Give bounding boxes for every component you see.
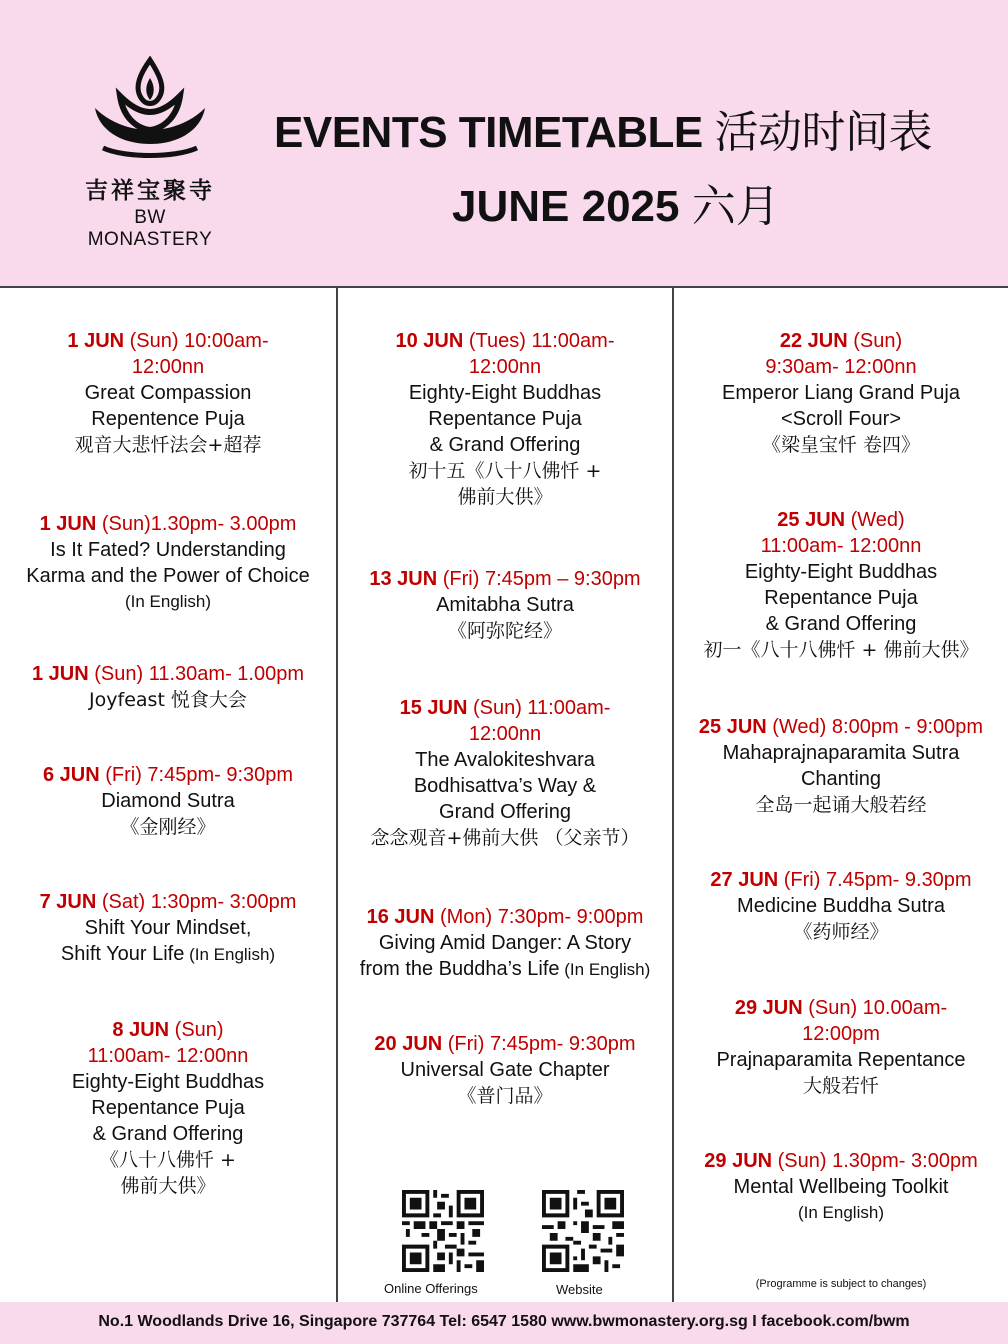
event-title: & Grand Offering [429,434,581,456]
event-title: Repentance Puja [91,1097,245,1119]
event-time: (Fri) 7.45pm- 9.30pm [778,869,972,891]
month-english: JUNE 2025 [452,182,680,231]
event-time: (Mon) 7:30pm- 9:00pm [434,906,644,928]
event-title: Diamond Sutra [101,790,235,812]
event-time: (Sun) [847,330,903,352]
event-title: Repentence Puja [91,408,245,430]
website-qr-icon[interactable] [542,1190,624,1272]
event-date: 1 JUN [67,330,125,352]
online-offerings-qr-icon[interactable] [402,1190,484,1272]
event-title-chinese: 《药师经》 [793,921,889,943]
event-title-chinese: 佛前大供》 [120,1175,216,1197]
event-date: 16 JUN [366,906,435,928]
logo-english-name: BW MONASTERY [87,207,213,250]
event-language: (In English) [798,1203,884,1222]
event-card [674,714,1008,818]
event-date: 10 JUN [395,330,464,352]
event-card [0,1017,336,1199]
logo-chinese-name: 吉祥宝聚寺 [85,177,215,204]
programme-disclaimer: (Programme is subject to changes) [755,1278,927,1290]
event-card [338,695,672,851]
event-title: & Grand Offering [765,613,917,635]
event-date: 1 JUN [32,663,89,685]
event-date: 13 JUN [369,568,438,590]
event-card [0,762,336,840]
event-title-chinese: 初十五《八十八佛忏 + [408,460,602,482]
event-title-chinese: 观音大悲忏法会+超荐 [74,434,262,456]
website-label: Website [556,1282,603,1297]
event-date: 22 JUN [779,330,848,352]
event-title-chinese: 《金刚经》 [120,816,216,838]
event-title: Amitabha Sutra [436,594,574,616]
event-title: from the Buddha’s Life [359,958,560,980]
page-subtitle-month [452,170,780,234]
event-language: (In English) [125,592,211,611]
event-title-chinese: 《阿弥陀经》 [447,620,562,642]
event-title: <Scroll Four> [780,408,902,430]
event-time: 12:00nn [131,356,205,378]
event-time: (Sun)1.30pm- 3.00pm [96,513,297,535]
event-date: 27 JUN [710,869,779,891]
event-time: (Wed) [845,509,905,531]
event-time: (Sun) 11.30am- 1.00pm [88,663,304,685]
event-title: Eighty-Eight Buddhas [408,382,602,404]
event-date: 7 JUN [39,891,97,913]
event-time: 12:00pm [802,1023,880,1045]
event-title: Mahaprajnaparamita Sutra [722,742,960,764]
event-title: Shift Your Life [60,943,185,965]
event-title: Joyfeast 悦食大会 [89,689,247,711]
event-time: (Fri) 7:45pm- 9:30pm [99,764,294,786]
event-title: Great Compassion [84,382,252,404]
event-time: (Fri) 7:45pm – 9:30pm [437,568,641,590]
event-title: Chanting [800,768,882,790]
event-card [0,511,336,615]
lotus-logo-icon [85,56,215,166]
event-date: 15 JUN [399,697,468,719]
event-date: 8 JUN [112,1019,170,1041]
event-time: (Sun) 11:00am- [467,697,611,719]
event-card [674,867,1008,945]
event-date: 25 JUN [698,716,767,738]
event-title-chinese: 初一《八十八佛忏 + 佛前大供》 [703,639,979,661]
event-time: (Sun) 1.30pm- 3:00pm [772,1150,978,1172]
event-title-chinese: 佛前大供》 [457,486,553,508]
event-title: Emperor Liang Grand Puja [722,382,960,404]
event-title-chinese: 《普门品》 [457,1085,553,1107]
event-title-chinese: 全岛一起诵大般若经 [755,794,927,816]
event-card [674,328,1008,458]
event-time: 11:00am- 12:00nn [760,535,922,557]
header-banner [0,0,1008,286]
event-title: Karma and the Power of Choice [26,565,310,587]
event-title: Medicine Buddha Sutra [737,895,945,917]
event-title: Prajnaparamita Repentance [716,1049,966,1071]
events-column-1 [0,288,336,1302]
event-language: (In English) [184,945,276,964]
event-title: Grand Offering [439,801,571,823]
month-chinese: 六月 [691,181,780,232]
event-time: (Wed) 8:00pm - 9:00pm [766,716,984,738]
event-title: Repentance Puja [764,587,918,609]
event-title: Giving Amid Danger: A Story [378,932,632,954]
event-title-chinese: 《八十八佛忏 + [100,1149,236,1171]
event-title-chinese: 《梁皇宝忏 卷四》 [761,434,921,456]
event-card [674,507,1008,663]
event-card [674,1148,1008,1226]
event-date: 25 JUN [777,509,846,531]
event-title: Repentance Puja [428,408,582,430]
event-time: 12:00nn [468,723,542,745]
event-time: (Sun) 10:00am- [124,330,269,352]
event-card [0,661,336,713]
event-time: (Tues) 11:00am- [463,330,615,352]
event-date: 1 JUN [39,513,97,535]
event-time: (Sun) [169,1019,224,1041]
event-title-chinese: 大般若忏 [802,1075,879,1097]
event-title: & Grand Offering [92,1123,244,1145]
event-card [338,566,672,644]
event-card [338,904,672,983]
event-time: (Sat) 1:30pm- 3:00pm [96,891,297,913]
events-column-3 [672,288,1008,1302]
event-title: Eighty-Eight Buddhas [744,561,938,583]
event-date: 6 JUN [42,764,100,786]
event-title-chinese: 念念观音+佛前大供 （父亲节） [370,827,640,849]
event-date: 20 JUN [374,1033,443,1055]
event-time: (Sun) 10.00am- [802,997,948,1019]
event-title: Mental Wellbeing Toolkit [733,1176,949,1198]
monastery-logo [70,56,230,250]
event-title: Shift Your Mindset, [84,917,252,939]
event-card [0,328,336,458]
event-title: The Avalokiteshvara [415,749,595,771]
page-title [274,96,932,160]
event-time: (Fri) 7:45pm- 9:30pm [442,1033,636,1055]
event-date: 29 JUN [734,997,803,1019]
event-title: Is It Fated? Understanding [50,539,286,561]
event-title: Universal Gate Chapter [400,1059,610,1081]
events-table [0,286,1008,1302]
event-card [338,1031,672,1109]
event-title: Eighty-Eight Buddhas [71,1071,265,1093]
event-language: (In English) [559,960,651,979]
event-time: 12:00nn [468,356,542,378]
event-card [0,889,336,968]
event-time: 9:30am- 12:00nn [765,356,917,378]
event-date: 29 JUN [704,1150,773,1172]
title-chinese: 活动时间表 [714,107,932,158]
online-offerings-label: Online Offerings [384,1281,478,1296]
event-title: Bodhisattva’s Way & [413,775,597,797]
event-time: 11:00am- 12:00nn [87,1045,249,1067]
events-column-2 [336,288,672,1302]
event-card [674,995,1008,1099]
title-english: EVENTS TIMETABLE [274,108,703,157]
footer-contact: No.1 Woodlands Drive 16, Singapore 737764 Tel: 6547 1580 www.bwmonastery.org.sg I facebook.com/bwm [0,1302,1008,1344]
event-card [338,328,672,510]
